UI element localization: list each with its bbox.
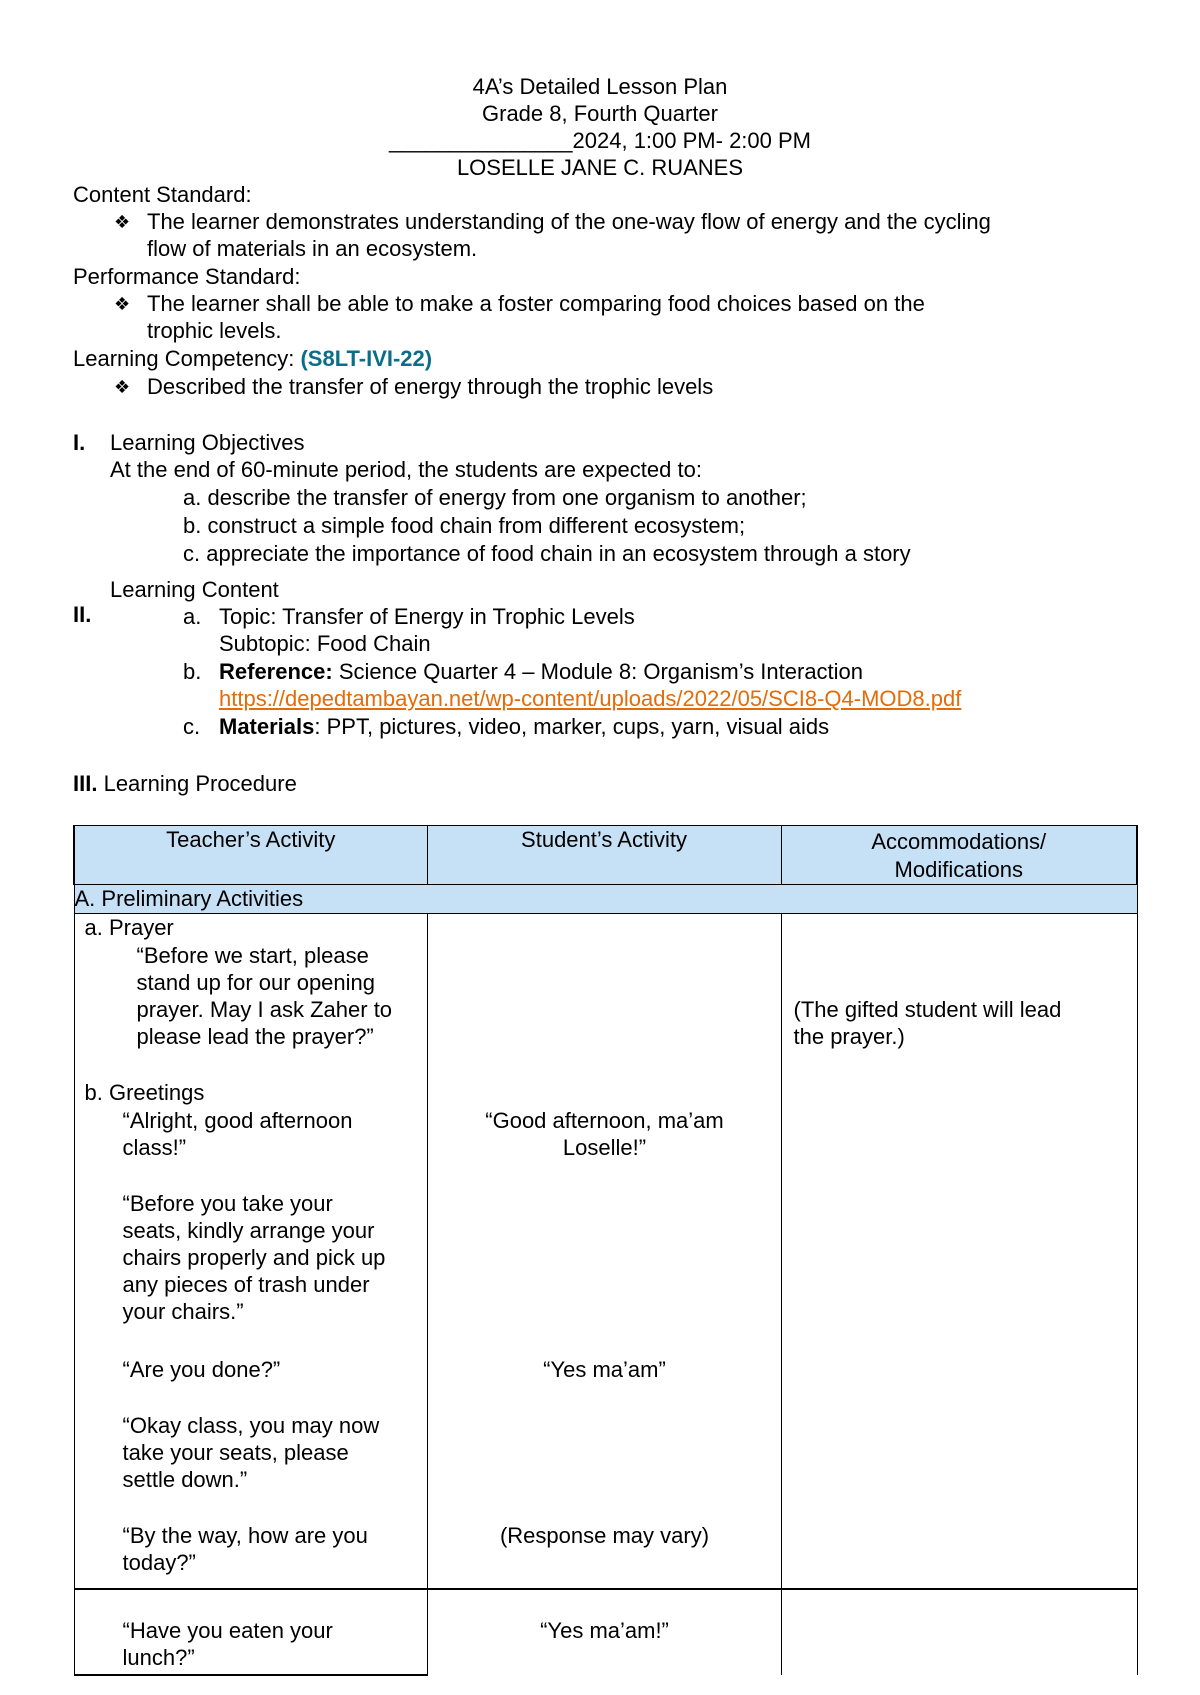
content-standard-text-1: The learner demonstrates understanding of the one-way flow of energy and the cycling [147, 209, 991, 234]
reference-url-link[interactable]: https://depedtambayan.net/wp-content/uploads/2022/05/SCI8-Q4-MOD8.pdf [219, 686, 962, 711]
greetings-label: b. Greetings [84, 1080, 205, 1105]
date-time-line [0, 127, 1200, 154]
student-response-line: “Yes ma’am” [543, 1357, 666, 1382]
bullet-icon: ❖ [114, 294, 131, 314]
accommodation-cell [781, 1589, 1137, 1675]
accommodation-line: (The gifted student will lead [793, 997, 1062, 1022]
section-row [74, 885, 1137, 914]
reference-label: Reference: [219, 659, 333, 684]
greeting-line: “Have you eaten your [122, 1618, 333, 1643]
content-reference [219, 658, 863, 685]
greeting-line: today?” [122, 1550, 196, 1575]
content-standard-text-2: flow of materials in an ecosystem. [147, 236, 478, 261]
teacher-activity-cell [74, 1589, 427, 1675]
reference-text: Science Quarter 4 – Module 8: Organism’s Interaction [338, 659, 864, 684]
content-c-letter: c. [183, 714, 201, 739]
teacher-activity-header: Teacher’s Activity [74, 826, 427, 885]
bullet-icon: ❖ [114, 377, 131, 397]
greeting-line: take your seats, please [122, 1440, 349, 1465]
objective-item: c. appreciate the importance of food chain in an ecosystem through a story [183, 541, 911, 566]
prayer-text-line: please lead the prayer?” [136, 1024, 374, 1049]
objectives-title: Learning Objectives [110, 430, 305, 455]
accommodations-header-line2: Modifications [894, 857, 1023, 882]
materials-label: Materials [219, 714, 315, 739]
learning-competency-line [73, 345, 432, 372]
greeting-line: class!” [122, 1135, 187, 1160]
performance-standard-label: Performance Standard: [73, 264, 301, 289]
prayer-label: a. Prayer [84, 915, 174, 940]
content-a-letter: a. [183, 604, 202, 629]
student-response-line: Loselle!” [562, 1135, 647, 1160]
competency-item: Described the transfer of energy through the trophic levels [147, 374, 714, 399]
objective-item: b. construct a simple food chain from different ecosystem; [183, 513, 746, 538]
teacher-name: LOSELLE JANE C. RUANES [456, 155, 744, 180]
bullet-icon: ❖ [114, 212, 131, 232]
competency-code: (S8LT-IVI-22) [300, 346, 433, 371]
objectives-intro: At the end of 60-minute period, the students are expected to: [110, 457, 702, 482]
performance-standard-text-1: The learner shall be able to make a foster comparing food choices based on the [147, 291, 925, 316]
greeting-line: settle down.” [122, 1467, 248, 1492]
prayer-text-line: “Before we start, please [136, 943, 369, 968]
greeting-line: “Okay class, you may now [122, 1413, 380, 1438]
objective-item: a. describe the transfer of energy from one organism to another; [183, 485, 807, 510]
greeting-line: chairs properly and pick up [122, 1245, 386, 1270]
greeting-line: seats, kindly arrange your [122, 1218, 375, 1243]
greeting-line: “Before you take your [122, 1191, 333, 1216]
performance-standard-text-2: trophic levels. [147, 318, 282, 343]
student-response-line: (Response may vary) [499, 1523, 710, 1548]
greeting-line: any pieces of trash under [122, 1272, 370, 1297]
procedure-table [73, 825, 1138, 1676]
content-numeral: II. [73, 602, 92, 627]
student-activity-header: Student’s Activity [427, 826, 781, 885]
preliminary-activities-label: A. Preliminary Activities [74, 885, 1137, 914]
teacher-activity-cell [74, 914, 427, 1590]
accommodation-line: the prayer.) [793, 1024, 905, 1049]
table-row [74, 914, 1137, 1590]
greeting-line: your chairs.” [122, 1299, 244, 1324]
student-response-line: “Good afternoon, ma’am [485, 1108, 724, 1133]
procedure-title: Learning Procedure [103, 771, 297, 796]
learning-competency-label: Learning Competency: [73, 346, 295, 371]
greeting-line: lunch?” [122, 1645, 195, 1670]
greeting-line: “Are you done?” [122, 1357, 281, 1382]
accommodations-header-line1: Accommodations/ [871, 829, 1047, 854]
procedure-numeral: III. [73, 771, 98, 796]
grade-quarter: Grade 8, Fourth Quarter [482, 101, 718, 126]
content-title: Learning Content [110, 577, 279, 602]
content-standard-label: Content Standard: [73, 182, 252, 207]
student-response-line: “Yes ma’am!” [540, 1618, 669, 1643]
table-header-row [74, 826, 1137, 885]
accommodation-cell [781, 914, 1137, 1590]
content-materials [219, 713, 829, 740]
greeting-line: “By the way, how are you [122, 1523, 368, 1548]
student-activity-cell [427, 914, 781, 1590]
document-title: 4A’s Detailed Lesson Plan [472, 74, 728, 99]
prayer-text-line: prayer. May I ask Zaher to [136, 997, 393, 1022]
greeting-line: “Alright, good afternoon [122, 1108, 353, 1133]
content-subtopic: Subtopic: Food Chain [219, 631, 431, 656]
materials-text: : PPT, pictures, video, marker, cups, yarn, visual aids [314, 714, 830, 739]
content-b-letter: b. [183, 659, 202, 684]
student-activity-cell [427, 1589, 781, 1675]
content-topic: Topic: Transfer of Energy in Trophic Levels [219, 604, 635, 629]
table-row [74, 1589, 1137, 1675]
accommodations-header [781, 826, 1137, 885]
procedure-heading [73, 770, 297, 797]
prayer-text-line: stand up for our opening [136, 970, 376, 995]
date-time: 2024, 1:00 PM- 2:00 PM [572, 128, 811, 153]
objectives-numeral: I. [73, 430, 86, 455]
date-blank: _______________ [389, 128, 573, 153]
